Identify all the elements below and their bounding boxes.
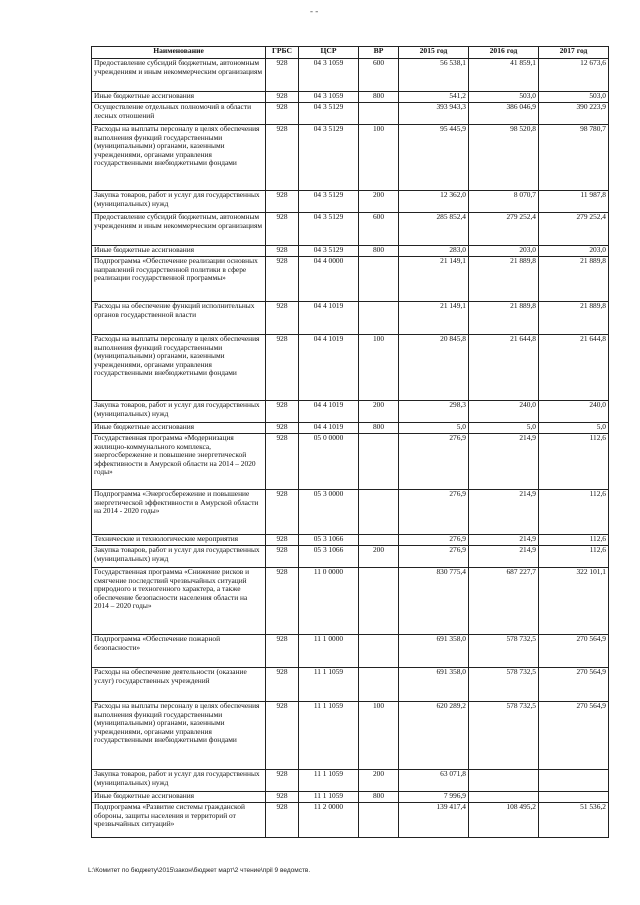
- row-vr: [359, 568, 399, 635]
- row-grbs: 928: [266, 191, 299, 213]
- row-csr: 04 4 1019: [299, 423, 359, 434]
- row-2017: [539, 770, 609, 792]
- row-2015: 12 362,0: [399, 191, 469, 213]
- row-csr: 04 3 1059: [299, 92, 359, 103]
- row-name: Технические и технологические мероприятия: [92, 535, 266, 546]
- row-2015: 95 445,9: [399, 125, 469, 191]
- header-vr: ВР: [359, 47, 399, 59]
- row-2015: 21 149,1: [399, 302, 469, 335]
- table-row: [92, 568, 609, 635]
- table-row: [92, 792, 609, 803]
- row-name: Подпрограмма «Обеспечение пожарной безопасности»: [92, 635, 266, 668]
- row-name: Государственная программа «Модернизация жилищно-коммунального комплекса, энергосбережение и повышение энергетической эффективности в Амурской области на 2014 – 2020 годы»: [92, 434, 266, 490]
- row-2017: 390 223,9: [539, 103, 609, 125]
- row-vr: [359, 490, 399, 535]
- table-row: [92, 635, 609, 668]
- row-csr: 04 3 5129: [299, 125, 359, 191]
- page-mark: - -: [310, 6, 319, 16]
- table-row: [92, 702, 609, 770]
- row-2015: 285 852,4: [399, 213, 469, 246]
- table-row: [92, 770, 609, 792]
- row-vr: [359, 635, 399, 668]
- row-grbs: 928: [266, 792, 299, 803]
- row-csr: 04 3 5129: [299, 191, 359, 213]
- row-2017: 270 564,9: [539, 702, 609, 770]
- row-csr: 04 4 1019: [299, 401, 359, 423]
- row-vr: 800: [359, 792, 399, 803]
- row-vr: 200: [359, 191, 399, 213]
- row-2017: 21 889,8: [539, 302, 609, 335]
- row-name: Иные бюджетные ассигнования: [92, 246, 266, 257]
- row-2017: 112,6: [539, 546, 609, 568]
- table-row: [92, 257, 609, 302]
- row-2015: 139 417,4: [399, 803, 469, 838]
- row-name: Предоставление субсидий бюджетным, автономным учреждениям и иным некоммерческим организациям: [92, 59, 266, 92]
- row-2016: 108 495,2: [469, 803, 539, 838]
- row-2015: 20 845,8: [399, 335, 469, 401]
- table-header-row: [92, 47, 609, 59]
- row-2016: 8 070,7: [469, 191, 539, 213]
- row-csr: 04 4 0000: [299, 257, 359, 302]
- row-2016: 386 046,9: [469, 103, 539, 125]
- row-grbs: 928: [266, 59, 299, 92]
- row-2015: 63 071,8: [399, 770, 469, 792]
- row-2016: 98 520,8: [469, 125, 539, 191]
- row-name: Иные бюджетные ассигнования: [92, 792, 266, 803]
- row-grbs: 928: [266, 125, 299, 191]
- row-2015: 691 358,0: [399, 635, 469, 668]
- row-name: Расходы на выплаты персоналу в целях обеспечения выполнения функций государственными (муниципальными) органами, казенными учреждениями, органами управления государственными внебюджетными фондами: [92, 702, 266, 770]
- row-grbs: 928: [266, 302, 299, 335]
- row-grbs: 928: [266, 401, 299, 423]
- table-row: [92, 246, 609, 257]
- row-2016: 279 252,4: [469, 213, 539, 246]
- table-row: [92, 125, 609, 191]
- table-row: [92, 191, 609, 213]
- row-2016: [469, 770, 539, 792]
- row-2017: 503,0: [539, 92, 609, 103]
- row-2015: 830 775,4: [399, 568, 469, 635]
- row-grbs: 928: [266, 490, 299, 535]
- header-csr: ЦСР: [299, 47, 359, 59]
- row-csr: 11 1 1059: [299, 702, 359, 770]
- row-vr: 100: [359, 702, 399, 770]
- row-csr: 05 3 1066: [299, 546, 359, 568]
- row-2017: 21 889,8: [539, 257, 609, 302]
- row-name: Иные бюджетные ассигнования: [92, 92, 266, 103]
- row-2016: 203,0: [469, 246, 539, 257]
- table-row: [92, 103, 609, 125]
- row-2015: 691 358,0: [399, 668, 469, 702]
- row-csr: 05 3 1066: [299, 535, 359, 546]
- table-row: [92, 490, 609, 535]
- row-name: Закупка товаров, работ и услуг для государственных (муниципальных) нужд: [92, 770, 266, 792]
- row-csr: 11 1 1059: [299, 770, 359, 792]
- row-2017: 5,0: [539, 423, 609, 434]
- row-2017: 279 252,4: [539, 213, 609, 246]
- row-csr: 11 0 0000: [299, 568, 359, 635]
- row-grbs: 928: [266, 246, 299, 257]
- row-vr: [359, 257, 399, 302]
- row-2017: 270 564,9: [539, 635, 609, 668]
- row-vr: [359, 803, 399, 838]
- row-2015: 21 149,1: [399, 257, 469, 302]
- row-name: Закупка товаров, работ и услуг для государственных (муниципальных) нужд: [92, 401, 266, 423]
- row-2015: 276,9: [399, 546, 469, 568]
- row-vr: 800: [359, 92, 399, 103]
- row-2017: 240,0: [539, 401, 609, 423]
- row-2015: 276,9: [399, 490, 469, 535]
- row-2017: 203,0: [539, 246, 609, 257]
- row-vr: [359, 103, 399, 125]
- row-name: Расходы на обеспечение функций исполнительных органов государственной власти: [92, 302, 266, 335]
- row-csr: 11 1 0000: [299, 635, 359, 668]
- row-csr: 04 3 5129: [299, 103, 359, 125]
- row-csr: 11 2 0000: [299, 803, 359, 838]
- row-2015: 620 289,2: [399, 702, 469, 770]
- row-2016: 21 644,8: [469, 335, 539, 401]
- row-vr: [359, 535, 399, 546]
- row-2015: 276,9: [399, 535, 469, 546]
- row-2016: [469, 792, 539, 803]
- table-row: [92, 213, 609, 246]
- header-name: Наименование: [92, 47, 266, 59]
- row-grbs: 928: [266, 568, 299, 635]
- row-vr: 200: [359, 546, 399, 568]
- row-vr: 200: [359, 401, 399, 423]
- row-name: Осуществление отдельных полномочий в области лесных отношений: [92, 103, 266, 125]
- row-grbs: 928: [266, 546, 299, 568]
- row-vr: [359, 668, 399, 702]
- row-2016: 214,9: [469, 434, 539, 490]
- row-csr: 04 4 1019: [299, 302, 359, 335]
- row-name: Подпрограмма «Обеспечение реализации основных направлений государственной политики в сфере реализации государственной программы»: [92, 257, 266, 302]
- table-row: [92, 92, 609, 103]
- row-2016: 5,0: [469, 423, 539, 434]
- row-grbs: 928: [266, 770, 299, 792]
- table-row: [92, 302, 609, 335]
- table-row: [92, 668, 609, 702]
- row-csr: 11 1 1059: [299, 668, 359, 702]
- row-vr: 100: [359, 335, 399, 401]
- row-grbs: 928: [266, 103, 299, 125]
- table-row: [92, 335, 609, 401]
- row-vr: [359, 434, 399, 490]
- row-2016: 687 227,7: [469, 568, 539, 635]
- header-grbs: ГРБС: [266, 47, 299, 59]
- row-csr: 04 3 5129: [299, 246, 359, 257]
- row-2016: 503,0: [469, 92, 539, 103]
- row-grbs: 928: [266, 668, 299, 702]
- row-2017: 51 536,2: [539, 803, 609, 838]
- row-2015: 541,2: [399, 92, 469, 103]
- row-grbs: 928: [266, 257, 299, 302]
- row-2017: 112,6: [539, 490, 609, 535]
- table-row: [92, 401, 609, 423]
- row-2017: 112,6: [539, 434, 609, 490]
- row-name: Подпрограмма «Развитие системы гражданской обороны, защиты населения и территорий от чрезвычайных ситуаций»: [92, 803, 266, 838]
- row-name: Иные бюджетные ассигнования: [92, 423, 266, 434]
- row-csr: 04 3 1059: [299, 59, 359, 92]
- row-vr: [359, 302, 399, 335]
- row-grbs: 928: [266, 92, 299, 103]
- row-grbs: 928: [266, 702, 299, 770]
- row-grbs: 928: [266, 213, 299, 246]
- table-row: [92, 434, 609, 490]
- header-2016: 2016 год: [469, 47, 539, 59]
- row-name: Предоставление субсидий бюджетным, автономным учреждениям и иным некоммерческим организациям: [92, 213, 266, 246]
- row-name: Расходы на выплаты персоналу в целях обеспечения выполнения функций государственными (муниципальными) органами, казенными учреждениями, органами управления государственными внебюджетными фондами: [92, 125, 266, 191]
- row-2017: 270 564,9: [539, 668, 609, 702]
- table-row: [92, 423, 609, 434]
- row-2015: 298,3: [399, 401, 469, 423]
- table-row: [92, 546, 609, 568]
- row-name: Закупка товаров, работ и услуг для государственных (муниципальных) нужд: [92, 191, 266, 213]
- row-vr: 200: [359, 770, 399, 792]
- row-2016: 240,0: [469, 401, 539, 423]
- row-2016: 578 732,5: [469, 702, 539, 770]
- row-vr: 100: [359, 125, 399, 191]
- row-2015: 7 996,9: [399, 792, 469, 803]
- row-2015: 56 538,1: [399, 59, 469, 92]
- row-csr: 11 1 1059: [299, 792, 359, 803]
- row-2016: 214,9: [469, 535, 539, 546]
- row-grbs: 928: [266, 335, 299, 401]
- row-2017: 21 644,8: [539, 335, 609, 401]
- row-name: Расходы на обеспечение деятельности (оказание услуг) государственных учреждений: [92, 668, 266, 702]
- row-grbs: 928: [266, 803, 299, 838]
- row-vr: 600: [359, 59, 399, 92]
- row-2016: 214,9: [469, 490, 539, 535]
- header-2015: 2015 год: [399, 47, 469, 59]
- table-row: [92, 535, 609, 546]
- budget-table: [91, 46, 609, 838]
- row-name: Государственная программа «Снижение рисков и смягчение последствий чрезвычайных ситуаций природного и техногенного характера, а также обеспечение безопасности населения области на 2014 – 2020 годы»: [92, 568, 266, 635]
- row-grbs: 928: [266, 635, 299, 668]
- row-2017: [539, 792, 609, 803]
- row-2017: 112,6: [539, 535, 609, 546]
- row-csr: 05 3 0000: [299, 490, 359, 535]
- row-2015: 276,9: [399, 434, 469, 490]
- row-grbs: 928: [266, 535, 299, 546]
- row-2017: 98 780,7: [539, 125, 609, 191]
- row-2016: 578 732,5: [469, 635, 539, 668]
- row-name: Расходы на выплаты персоналу в целях обеспечения выполнения функций государственными (муниципальными) органами, казенными учреждениями, органами управления государственными внебюджетными фондами: [92, 335, 266, 401]
- row-name: Подпрограмма «Энергосбережение и повышение энергетической эффективности в Амурской области на 2014 - 2020 годы»: [92, 490, 266, 535]
- row-2016: 578 732,5: [469, 668, 539, 702]
- row-csr: 04 4 1019: [299, 335, 359, 401]
- row-2015: 283,0: [399, 246, 469, 257]
- row-2017: 11 987,8: [539, 191, 609, 213]
- row-vr: 800: [359, 246, 399, 257]
- row-2016: 21 889,8: [469, 257, 539, 302]
- row-name: Закупка товаров, работ и услуг для государственных (муниципальных) нужд: [92, 546, 266, 568]
- row-2016: 214,9: [469, 546, 539, 568]
- row-2015: 393 943,3: [399, 103, 469, 125]
- row-2016: 21 889,8: [469, 302, 539, 335]
- row-2017: 12 673,6: [539, 59, 609, 92]
- header-2017: 2017 год: [539, 47, 609, 59]
- row-vr: 600: [359, 213, 399, 246]
- row-2015: 5,0: [399, 423, 469, 434]
- row-grbs: 928: [266, 423, 299, 434]
- row-vr: 800: [359, 423, 399, 434]
- table-row: [92, 803, 609, 838]
- row-csr: 05 0 0000: [299, 434, 359, 490]
- row-2017: 322 101,1: [539, 568, 609, 635]
- footer-path: L:\Комитет по бюджету\2015\закон\бюджет март\2 чтение\прil 9 ведомств.: [88, 867, 311, 874]
- row-2016: 41 859,1: [469, 59, 539, 92]
- row-csr: 04 3 5129: [299, 213, 359, 246]
- table-row: [92, 59, 609, 92]
- row-grbs: 928: [266, 434, 299, 490]
